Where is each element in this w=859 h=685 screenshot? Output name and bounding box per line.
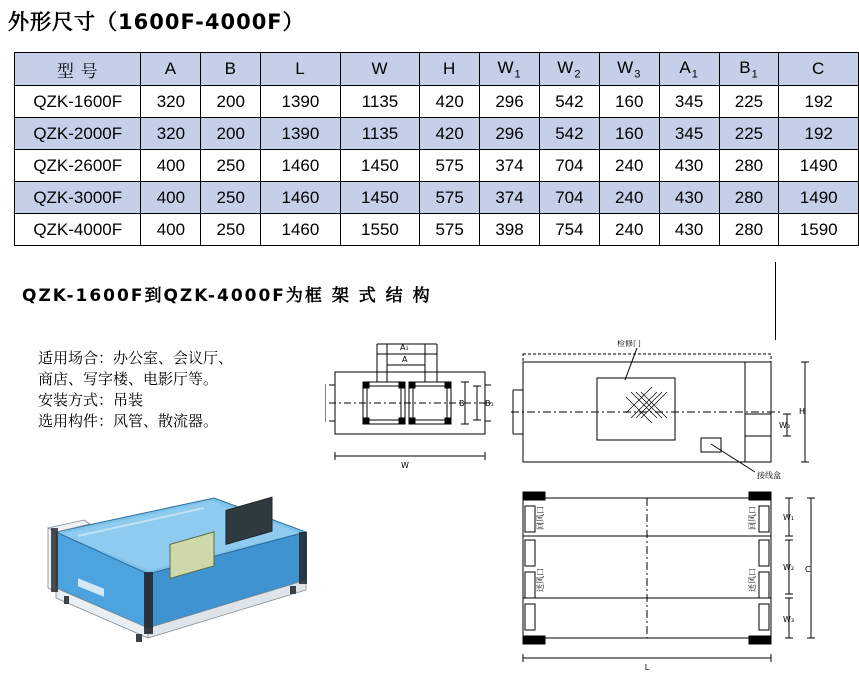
cell-model: QZK-2600F [15,150,141,182]
cell-l: 1460 [261,150,341,182]
label-port-supply-2: 送风口 [748,568,757,592]
table-row [15,182,859,214]
dim-label-h: H [799,407,806,416]
cell-w2: 704 [539,182,599,214]
cell-l: 1460 [261,214,341,246]
column-header-b1: $B_1$ [719,53,779,86]
column-header-w2: $W_2$ [539,53,599,86]
table-row [15,86,859,118]
column-header-w1: $W_1$ [480,53,540,86]
column-header-l: L [261,53,341,86]
cell-w1: 374 [480,182,540,214]
cell-w: 1135 [340,118,420,150]
dim-label-w3-side: W₃ [779,421,791,430]
cell-w: 1550 [340,214,420,246]
cell-h: 575 [420,150,480,182]
dim-label-a1: A₁ [400,343,409,352]
structure-note: QZK-1600F到QZK-4000F为框 架 式 结 构 [22,286,432,306]
table-row [15,214,859,246]
cell-a1: 430 [659,214,719,246]
dim-label-b: B [459,399,465,408]
cell-w: 1450 [340,150,420,182]
drawing-side-and-bottom-view [505,340,845,670]
cell-w3: 240 [599,214,659,246]
cell-model: QZK-1600F [15,86,141,118]
cell-c: 1490 [779,182,859,214]
usage-line-2: 商店、写字楼、电影厅等。 [38,370,219,388]
cell-w3: 160 [599,86,659,118]
cell-b: 250 [201,214,261,246]
usage-line-4: 选用构件：风管、散流器。 [38,412,219,430]
dim-label-b1: B₁ [485,399,494,408]
cell-w2: 704 [539,150,599,182]
cell-a: 400 [141,182,201,214]
cell-h: 420 [420,118,480,150]
cell-b: 200 [201,86,261,118]
cell-w1: 374 [480,150,540,182]
drawing-top-view [325,340,495,485]
cell-b1: 280 [719,182,779,214]
cell-b1: 225 [719,118,779,150]
dim-label-w1: W₁ [783,513,795,522]
dim-label-l: L [644,663,650,670]
cell-w2: 542 [539,86,599,118]
cell-w1: 296 [480,86,540,118]
cell-b: 250 [201,182,261,214]
cell-b: 200 [201,118,261,150]
cell-h: 575 [420,214,480,246]
cell-b1: 280 [719,150,779,182]
cell-w: 1135 [340,86,420,118]
cell-h: 420 [420,86,480,118]
cell-c: 192 [779,118,859,150]
dimensions-table [14,52,859,246]
column-header-a1: $A_1$ [659,53,719,86]
column-header-b: B [201,53,261,86]
dim-label-a: A [402,355,408,364]
cell-l: 1390 [261,118,341,150]
table-row [15,150,859,182]
cell-a1: 430 [659,182,719,214]
column-header-w3: $W_3$ [599,53,659,86]
cell-w3: 160 [599,118,659,150]
cell-a: 400 [141,214,201,246]
column-header-w: W [340,53,420,86]
cell-c: 1490 [779,150,859,182]
cell-a: 320 [141,118,201,150]
usage-line-3: 安装方式：吊装 [38,391,144,409]
cell-h: 575 [420,182,480,214]
page-title: 外形尺寸（1600F-4000F） [8,10,305,34]
cell-a: 400 [141,150,201,182]
cell-w1: 398 [480,214,540,246]
vertical-divider [775,262,776,340]
column-header-c: C [779,53,859,86]
column-header-model: 型 号 [15,53,141,86]
cell-a1: 430 [659,150,719,182]
dim-label-w3-bottom: W₃ [783,615,795,624]
cell-a: 320 [141,86,201,118]
cell-a1: 345 [659,118,719,150]
cell-model: QZK-4000F [15,214,141,246]
cell-model: QZK-2000F [15,118,141,150]
dim-label-w2: W₂ [783,563,795,572]
cell-c: 1590 [779,214,859,246]
product-photo [18,488,318,648]
table-row [15,118,859,150]
label-port-supply-1: 送风口 [536,568,545,592]
label-access-door: 检修门 [617,340,641,348]
cell-l: 1390 [261,86,341,118]
cell-b1: 225 [719,86,779,118]
column-header-a: A [141,53,201,86]
cell-b1: 280 [719,214,779,246]
cell-w2: 542 [539,118,599,150]
table-header-row [15,53,859,86]
cell-w: 1450 [340,182,420,214]
label-junction-box: 接线盒 [757,471,781,480]
cell-w3: 240 [599,182,659,214]
cell-c: 192 [779,86,859,118]
cell-w2: 754 [539,214,599,246]
usage-line-1: 适用场合：办公室、会议厅、 [38,349,234,367]
column-header-h: H [420,53,480,86]
usage-spec-list [38,348,233,432]
cell-l: 1460 [261,182,341,214]
cell-w3: 240 [599,150,659,182]
cell-b: 250 [201,150,261,182]
dim-label-w: W [401,461,409,470]
cell-a1: 345 [659,86,719,118]
cell-model: QZK-3000F [15,182,141,214]
label-port-return-1: 回风口 [536,506,545,530]
cell-w1: 296 [480,118,540,150]
label-port-return-2: 回风口 [748,506,757,530]
dim-label-c: C [805,565,811,574]
